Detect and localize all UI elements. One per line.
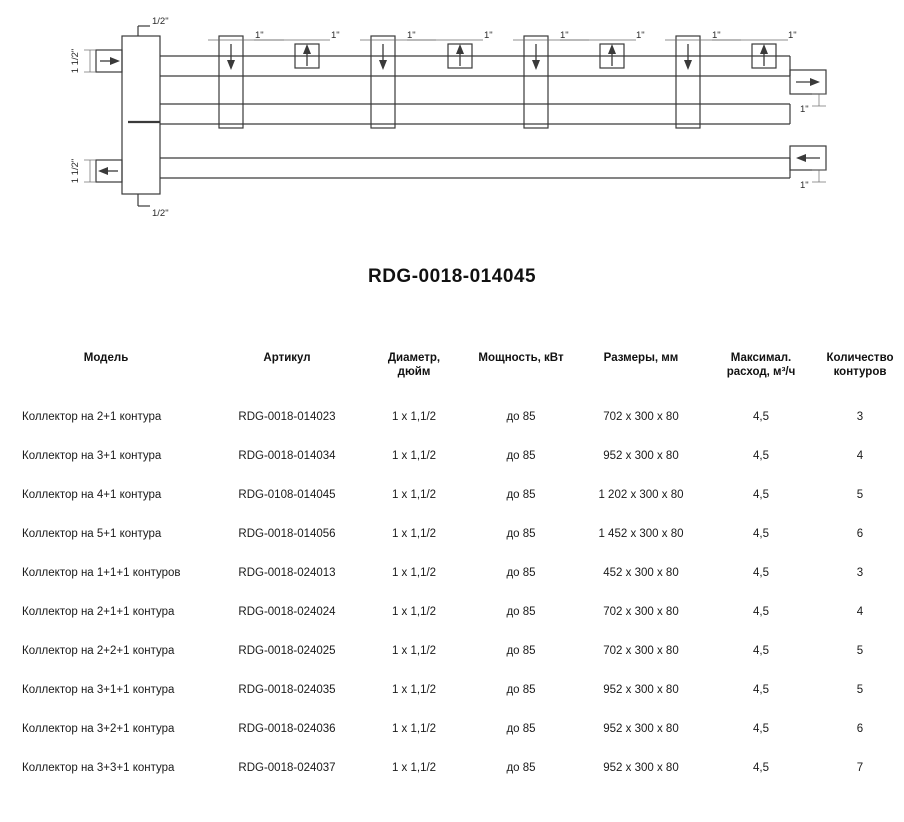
cell-article: RDG-0018-014023 — [238, 411, 336, 424]
dim-label-branch-7: 1" — [712, 30, 721, 41]
cell-flow: 4,5 — [753, 567, 769, 580]
cell-count: 3 — [856, 567, 864, 580]
cell-power: до 85 — [506, 723, 536, 736]
table-row — [0, 593, 904, 632]
cell-flow: 4,5 — [753, 684, 769, 697]
column-header-flow — [706, 345, 816, 398]
table-header — [0, 345, 904, 398]
column-header-diameter-line1: Диаметр, — [387, 352, 441, 364]
cell-power: до 85 — [506, 528, 536, 541]
cell-count: 3 — [856, 411, 864, 424]
cell-diameter: 1 x 1,1/2 — [391, 411, 437, 424]
cell-article: RDG-0018-024035 — [238, 684, 336, 697]
cell-power: до 85 — [506, 606, 536, 619]
cell-article: RDG-0018-024024 — [238, 606, 336, 619]
table-row — [0, 515, 904, 554]
cell-article: RDG-0018-014056 — [238, 528, 336, 541]
cell-diameter: 1 x 1,1/2 — [391, 606, 437, 619]
cell-model: Коллектор на 3+1+1 контура — [22, 684, 175, 697]
dim-label-branch-6: 1" — [636, 30, 645, 41]
table-row — [0, 749, 904, 788]
cell-article: RDG-0018-024013 — [238, 567, 336, 580]
column-header-power: Мощность, кВт — [478, 352, 564, 364]
cell-power: до 85 — [506, 762, 536, 775]
dim-label-branch-8: 1" — [788, 30, 797, 41]
cell-power: до 85 — [506, 645, 536, 658]
cell-count: 6 — [856, 723, 864, 736]
dim-label-right-upper: 1" — [800, 104, 809, 115]
table-row — [0, 671, 904, 710]
cell-size: 702 x 300 x 80 — [603, 606, 679, 619]
column-header-count-line2: контуров — [833, 366, 887, 379]
cell-diameter: 1 x 1,1/2 — [391, 645, 437, 658]
dim-label-branch-2: 1" — [331, 30, 340, 41]
cell-power: до 85 — [506, 567, 536, 580]
dim-label-left-lower: 1 1/2" — [70, 158, 81, 184]
cell-diameter: 1 x 1,1/2 — [391, 762, 437, 775]
spec-table — [0, 345, 904, 788]
dim-label-branch-4: 1" — [484, 30, 493, 41]
cell-flow: 4,5 — [753, 606, 769, 619]
dim-label-branch-3: 1" — [407, 30, 416, 41]
cell-article: RDG-0018-024036 — [238, 723, 336, 736]
cell-article: RDG-0018-024025 — [238, 645, 336, 658]
cell-model: Коллектор на 2+1 контура — [22, 411, 162, 424]
cell-diameter: 1 x 1,1/2 — [391, 723, 437, 736]
cell-flow: 4,5 — [753, 450, 769, 463]
cell-size: 952 x 300 x 80 — [603, 723, 679, 736]
table-body — [0, 398, 904, 788]
cell-diameter: 1 x 1,1/2 — [391, 450, 437, 463]
cell-model: Коллектор на 2+1+1 контура — [22, 606, 175, 619]
cell-power: до 85 — [506, 684, 536, 697]
column-header-flow-line2: расход, м³/ч — [726, 366, 796, 379]
column-header-size: Размеры, мм — [603, 352, 679, 364]
cell-diameter: 1 x 1,1/2 — [391, 528, 437, 541]
cell-article: RDG-0108-014045 — [238, 489, 336, 502]
cell-flow: 4,5 — [753, 528, 769, 541]
cell-size: 952 x 300 x 80 — [603, 684, 679, 697]
column-header-flow-line1: Максимал. — [730, 352, 792, 364]
column-header-count-line1: Количество — [826, 352, 894, 364]
cell-count: 5 — [856, 645, 864, 658]
cell-count: 6 — [856, 528, 864, 541]
table-row — [0, 710, 904, 749]
cell-model: Коллектор на 4+1 контура — [22, 489, 162, 502]
cell-article: RDG-0018-024037 — [238, 762, 336, 775]
cell-diameter: 1 x 1,1/2 — [391, 684, 437, 697]
cell-size: 952 x 300 x 80 — [603, 450, 679, 463]
column-header-count — [816, 345, 904, 398]
table-header-row — [0, 345, 904, 398]
cell-size: 452 x 300 x 80 — [603, 567, 679, 580]
table-row — [0, 398, 904, 437]
dim-label-bottom-left: 1/2" — [152, 208, 169, 219]
cell-flow: 4,5 — [753, 489, 769, 502]
dim-label-branch-1: 1" — [255, 30, 264, 41]
cell-model: Коллектор на 3+3+1 контура — [22, 762, 175, 775]
column-header-model: Модель — [83, 352, 129, 364]
table-row — [0, 476, 904, 515]
cell-model: Коллектор на 3+1 контура — [22, 450, 162, 463]
cell-count: 7 — [856, 762, 864, 775]
cell-model: Коллектор на 3+2+1 контура — [22, 723, 175, 736]
cell-size: 1 452 x 300 x 80 — [598, 528, 684, 541]
cell-count: 5 — [856, 489, 864, 502]
column-header-diameter-line2: дюйм — [397, 366, 431, 379]
cell-diameter: 1 x 1,1/2 — [391, 489, 437, 502]
dim-label-right-lower: 1" — [800, 180, 809, 191]
cell-model: Коллектор на 1+1+1 контуров — [22, 567, 181, 580]
cell-model: Коллектор на 2+2+1 контура — [22, 645, 175, 658]
cell-flow: 4,5 — [753, 411, 769, 424]
cell-article: RDG-0018-014034 — [238, 450, 336, 463]
cell-size: 702 x 300 x 80 — [603, 411, 679, 424]
table-row — [0, 437, 904, 476]
dim-label-top-left: 1/2" — [152, 16, 169, 27]
table-row — [0, 554, 904, 593]
spec-table-wrap — [0, 345, 904, 788]
dim-label-branch-5: 1" — [560, 30, 569, 41]
cell-flow: 4,5 — [753, 645, 769, 658]
technical-drawing — [0, 0, 904, 250]
cell-diameter: 1 x 1,1/2 — [391, 567, 437, 580]
cell-size: 952 x 300 x 80 — [603, 762, 679, 775]
cell-size: 1 202 x 300 x 80 — [598, 489, 684, 502]
cell-count: 4 — [856, 606, 864, 619]
cell-model: Коллектор на 5+1 контура — [22, 528, 162, 541]
cell-flow: 4,5 — [753, 723, 769, 736]
cell-flow: 4,5 — [753, 762, 769, 775]
cell-power: до 85 — [506, 450, 536, 463]
dim-label-left-upper: 1 1/2" — [70, 48, 81, 74]
cell-power: до 85 — [506, 411, 536, 424]
cell-power: до 85 — [506, 489, 536, 502]
cell-count: 5 — [856, 684, 864, 697]
table-row — [0, 632, 904, 671]
column-header-article: Артикул — [263, 352, 311, 364]
cell-count: 4 — [856, 450, 864, 463]
column-header-diameter — [362, 345, 466, 398]
page-title: RDG-0018-014045 — [367, 266, 537, 287]
cell-size: 702 x 300 x 80 — [603, 645, 679, 658]
